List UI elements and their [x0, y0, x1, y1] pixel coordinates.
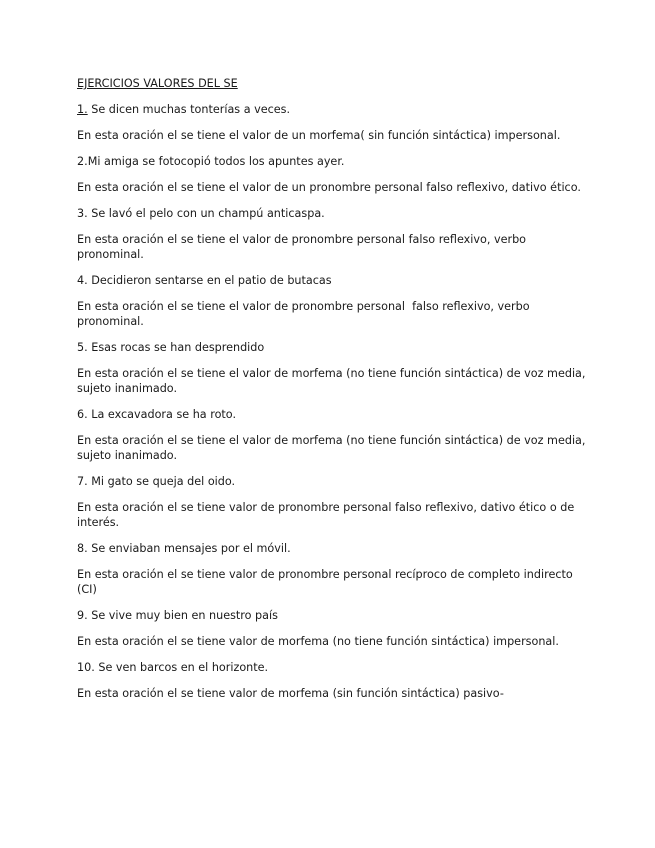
exercise-5-answer: En esta oración el se tiene el valor de morfema (no tiene función sintáctica) de voz media, sujeto inanimado. — [77, 367, 586, 395]
exercise-6-answer: En esta oración el se tiene el valor de morfema (no tiene función sintáctica) de voz media, sujeto inanimado. — [77, 434, 586, 462]
exercise-4-sentence — [77, 273, 587, 288]
exercise-1-answer: En esta oración el se tiene el valor de un morfema( sin función sintáctica) impersonal. — [77, 129, 561, 142]
document-title: EJERCICIOS VALORES DEL SE — [77, 77, 238, 90]
exercise-9-sentence — [77, 608, 587, 623]
exercise-sentence: Mi amiga se fotocopió todos los apuntes ayer. — [87, 155, 345, 168]
exercise-sentence: Se dicen muchas tonterías a veces. — [91, 103, 291, 116]
exercise-6-sentence — [77, 407, 587, 422]
exercise-sentence: Se enviaban mensajes por el móvil. — [91, 542, 291, 555]
exercise-2-answer: En esta oración el se tiene el valor de un pronombre personal falso reflexivo, dativo ético. — [77, 181, 581, 194]
exercise-sentence: Decidieron sentarse en el patio de butacas — [91, 274, 332, 287]
exercise-sentence: Mi gato se queja del oido. — [91, 475, 236, 488]
exercise-10-answer: En esta oración el se tiene valor de morfema (sin función sintáctica) pasivo- — [77, 687, 504, 700]
exercise-9-answer: En esta oración el se tiene valor de morfema (no tiene función sintáctica) impersonal. — [77, 635, 559, 648]
exercise-number: 6. — [77, 408, 88, 421]
exercise-sentence: La excavadora se ha roto. — [91, 408, 237, 421]
exercise-3-answer: En esta oración el se tiene el valor de pronombre personal falso reflexivo, verbo pronominal. — [77, 233, 527, 261]
exercise-10-sentence — [77, 660, 587, 675]
exercise-number: 2. — [77, 155, 88, 168]
exercise-2-sentence — [77, 154, 587, 169]
document-body — [77, 76, 587, 712]
exercise-1-sentence — [77, 102, 587, 117]
exercise-number: 1. — [77, 103, 88, 116]
exercise-number: 3. — [77, 207, 88, 220]
exercise-sentence: Se lavó el pelo con un champú anticaspa. — [91, 207, 325, 220]
exercise-number: 7. — [77, 475, 88, 488]
exercise-sentence: Se ven barcos en el horizonte. — [98, 661, 269, 674]
exercise-3-sentence — [77, 206, 587, 221]
exercise-number: 10. — [77, 661, 95, 674]
exercise-number: 9. — [77, 609, 88, 622]
exercise-7-answer: En esta oración el se tiene valor de pronombre personal falso reflexivo, dativo ético o de interés. — [77, 501, 575, 529]
exercise-sentence: Esas rocas se han desprendido — [91, 341, 265, 354]
exercise-number: 5. — [77, 341, 88, 354]
exercise-sentence: Se vive muy bien en nuestro país — [91, 609, 278, 622]
exercise-number: 4. — [77, 274, 88, 287]
exercise-4-answer: En esta oración el se tiene el valor de pronombre personal falso reflexivo, verbo pronominal. — [77, 300, 534, 328]
exercise-7-sentence — [77, 474, 587, 489]
exercise-8-sentence — [77, 541, 587, 556]
exercise-number: 8. — [77, 542, 88, 555]
exercise-8-answer: En esta oración el se tiene valor de pronombre personal recíproco de completo indirecto (CI) — [77, 568, 573, 596]
exercise-5-sentence — [77, 340, 587, 355]
